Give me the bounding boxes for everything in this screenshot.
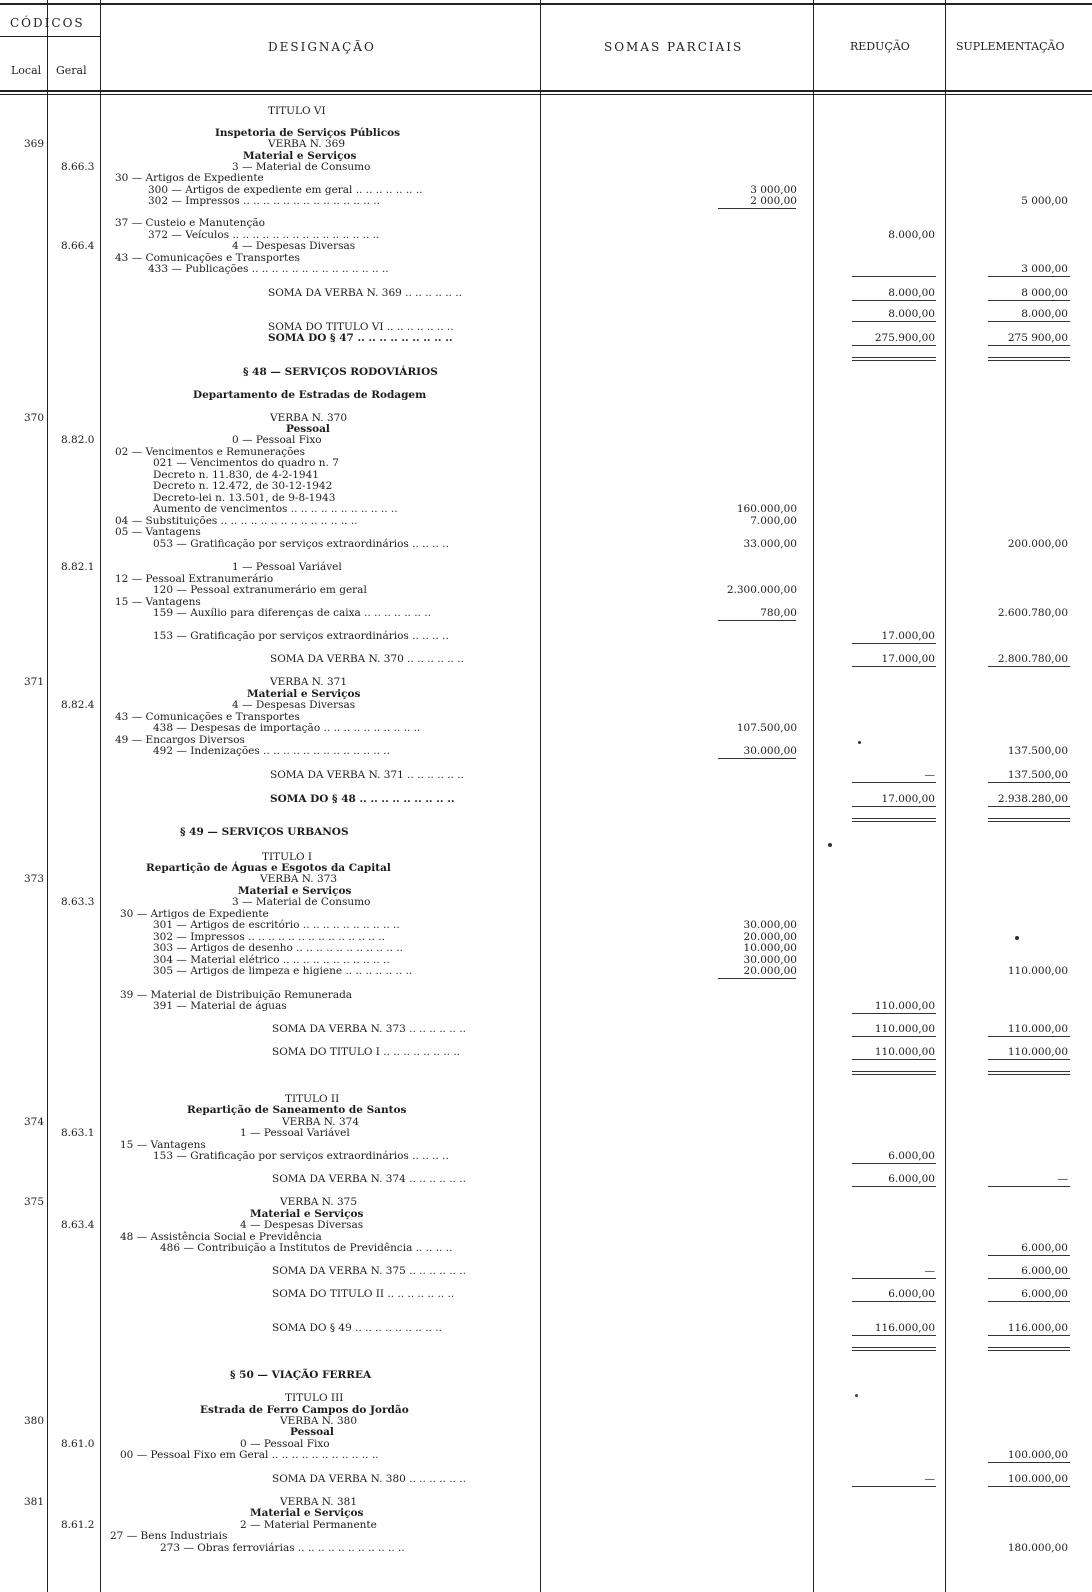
code-local: 373: [24, 873, 45, 885]
value-suplementacao: 275 900,00: [1007, 332, 1068, 344]
codigos-divider: [0, 36, 100, 37]
row-designation: SOMA DA VERBA N. 373 .. .. .. .. .. ..: [272, 1023, 466, 1035]
row-designation: 1 — Pessoal Variável: [232, 561, 342, 573]
row-designation: 1 — Pessoal Variável: [240, 1127, 350, 1139]
row-designation: 3 — Material de Consumo: [232, 161, 371, 173]
row-designation: § 50 — VIAÇÃO FERREA: [230, 1369, 372, 1381]
value-reducao: 110.000,00: [874, 1046, 935, 1058]
row-designation: SOMA DO TITULO I .. .. .. .. .. .. .. ..: [272, 1046, 461, 1058]
row-designation: Departamento de Estradas de Rodagem: [193, 389, 427, 401]
value-reducao: 8.000,00: [888, 229, 935, 241]
value-suplementacao: 2.600.780,00: [997, 607, 1068, 619]
row-designation: Repartição de Águas e Esgotos da Capital: [146, 862, 391, 874]
row-designation: SOMA DO § 49 .. .. .. .. .. .. .. .. ..: [272, 1322, 442, 1334]
value-reducao: 116.000,00: [874, 1322, 935, 1334]
value-reducao: —: [924, 1473, 935, 1485]
row-designation: Decreto n. 12.472, de 30-12-1942: [153, 480, 333, 492]
subtotal-rule: [852, 1036, 936, 1037]
row-designation: VERBA N. 374: [282, 1116, 360, 1128]
code-geral: 8.61.2: [61, 1519, 95, 1531]
col-rule-somas: [813, 0, 814, 1592]
value-reducao: 110.000,00: [874, 1000, 935, 1012]
subtotal-rule: [988, 300, 1070, 301]
col-rule-geral: [100, 0, 101, 1592]
value-somas-parciais: 33.000,00: [743, 538, 797, 550]
row-designation: Material e Serviços: [238, 885, 352, 897]
value-somas-parciais: 30.000,00: [743, 745, 797, 757]
row-designation: VERBA N. 380: [280, 1415, 358, 1427]
row-designation: TITULO VI: [268, 105, 326, 117]
value-suplementacao: 100.000,00: [1007, 1449, 1068, 1461]
value-reducao: 17.000,00: [881, 630, 935, 642]
subtotal-rule: [988, 1462, 1070, 1463]
header-suplementacao: SUPLEMENTAÇÃO: [956, 40, 1065, 53]
total-rule: [852, 360, 936, 361]
total-rule: [852, 1347, 936, 1348]
code-geral: 8.63.4: [61, 1219, 95, 1231]
subtotal-rule: [852, 1186, 936, 1187]
value-suplementacao: 8 000,00: [1021, 287, 1068, 299]
row-designation: 303 — Artigos de desenho .. .. .. .. .. .. .. .. .. .. ..: [153, 942, 403, 954]
row-designation: 153 — Gratificação por serviços extraordinários .. .. .. ..: [153, 630, 449, 642]
code-local: 374: [24, 1116, 45, 1128]
subtotal-rule: [988, 1278, 1070, 1279]
row-designation: 2 — Material Permanente: [240, 1519, 377, 1531]
row-designation: SOMA DO § 48 .. .. .. .. .. .. .. .. ..: [270, 793, 455, 805]
row-designation: 00 — Pessoal Fixo em Geral .. .. .. .. .. .. .. .. .. .. ..: [120, 1449, 379, 1461]
row-designation: VERBA N. 371: [270, 676, 348, 688]
code-geral: 8.63.3: [61, 896, 95, 908]
value-suplementacao: 100.000,00: [1007, 1473, 1068, 1485]
total-rule: [988, 1071, 1070, 1072]
code-local: 370: [24, 412, 45, 424]
row-designation: SOMA DO § 47 .. .. .. .. .. .. .. .. ..: [268, 332, 453, 344]
total-rule: [852, 1071, 936, 1072]
code-geral: 8.82.0: [61, 434, 95, 446]
value-suplementacao: 3 000,00: [1021, 263, 1068, 275]
value-suplementacao: 200.000,00: [1007, 538, 1068, 550]
row-designation: VERBA N. 370: [270, 412, 348, 424]
row-designation: 04 — Substituições .. .. .. .. .. .. .. .. .. .. .. .. .. ..: [115, 515, 358, 527]
row-designation: SOMA DO TITULO II .. .. .. .. .. .. ..: [272, 1288, 455, 1300]
row-designation: 302 — Impressos .. .. .. .. .. .. .. .. .. .. .. .. .. ..: [148, 195, 380, 207]
row-designation: VERBA N. 369: [268, 138, 346, 150]
total-rule: [988, 1074, 1070, 1075]
subtotal-rule: [718, 978, 796, 979]
row-designation: 05 — Vantagens: [115, 526, 201, 538]
code-local: 381: [24, 1496, 45, 1508]
total-rule: [988, 1347, 1070, 1348]
subtotal-rule: [852, 1163, 936, 1164]
row-designation: 43 — Comunicações e Transportes: [115, 711, 300, 723]
row-designation: Pessoal: [286, 423, 330, 435]
value-suplementacao: 116.000,00: [1007, 1322, 1068, 1334]
total-rule: [988, 1350, 1070, 1351]
total-rule: [988, 360, 1070, 361]
value-reducao: —: [924, 1265, 935, 1277]
subtotal-rule: [852, 1278, 936, 1279]
col-rule-designacao: [540, 0, 541, 1592]
print-speck: [855, 1394, 858, 1397]
header-reducao: REDUÇÃO: [850, 40, 910, 53]
header-local: Local: [11, 64, 42, 77]
row-designation: 4 — Despesas Diversas: [240, 1219, 364, 1231]
row-designation: SOMA DO TITULO VI .. .. .. .. .. .. ..: [268, 321, 454, 333]
value-somas-parciais: 3 000,00: [750, 184, 797, 196]
row-designation: VERBA N. 373: [260, 873, 338, 885]
row-designation: SOMA DA VERBA N. 375 .. .. .. .. .. ..: [272, 1265, 466, 1277]
row-designation: Material e Serviços: [243, 150, 357, 162]
value-reducao: 6.000,00: [888, 1288, 935, 1300]
value-suplementacao: 6.000,00: [1021, 1288, 1068, 1300]
row-designation: 120 — Pessoal extranumerário em geral: [153, 584, 367, 596]
value-suplementacao: 137.500,00: [1007, 745, 1068, 757]
value-somas-parciais: 20.000,00: [743, 965, 797, 977]
row-designation: 4 — Despesas Diversas: [232, 699, 356, 711]
total-rule: [852, 1059, 936, 1060]
total-rule: [852, 821, 936, 822]
value-reducao: 275.900,00: [874, 332, 935, 344]
value-somas-parciais: 160.000,00: [736, 503, 797, 515]
code-local: 375: [24, 1196, 45, 1208]
total-rule: [988, 357, 1070, 358]
value-somas-parciais: 7.000,00: [750, 515, 797, 527]
total-rule: [988, 806, 1070, 807]
row-designation: 305 — Artigos de limpeza e higiene .. .. .. .. .. .. ..: [153, 965, 413, 977]
row-designation: § 48 — SERVIÇOS RODOVIÁRIOS: [243, 366, 438, 378]
value-suplementacao: 6.000,00: [1021, 1242, 1068, 1254]
value-suplementacao: 110.000,00: [1007, 1023, 1068, 1035]
row-designation: Aumento de vencimentos .. .. .. .. .. .. .. .. .. .. ..: [153, 503, 398, 515]
code-geral: 8.82.4: [61, 699, 95, 711]
total-rule: [988, 1059, 1070, 1060]
value-suplementacao: 110.000,00: [1007, 1046, 1068, 1058]
total-rule: [988, 821, 1070, 822]
value-somas-parciais: 780,00: [760, 607, 797, 619]
value-reducao: 110.000,00: [874, 1023, 935, 1035]
total-rule: [852, 1350, 936, 1351]
top-rule: [0, 3, 1092, 5]
row-designation: VERBA N. 381: [280, 1496, 358, 1508]
code-geral: 8.61.0: [61, 1438, 95, 1450]
value-somas-parciais: 10.000,00: [743, 942, 797, 954]
row-designation: 3 — Material de Consumo: [232, 896, 371, 908]
row-designation: 49 — Encargos Diversos: [115, 734, 245, 746]
subtotal-rule: [988, 782, 1070, 783]
header-somas-parciais: SOMAS PARCIAIS: [604, 40, 744, 54]
row-designation: 43 — Comunicações e Transportes: [115, 252, 300, 264]
row-designation: Material e Serviços: [250, 1507, 364, 1519]
subtotal-rule: [852, 643, 936, 644]
row-designation: SOMA DA VERBA N. 371 .. .. .. .. .. ..: [270, 769, 464, 781]
code-geral: 8.63.1: [61, 1127, 95, 1139]
row-designation: 30 — Artigos de Expediente: [120, 908, 269, 920]
row-designation: 433 — Publicações .. .. .. .. .. .. .. .. .. .. .. .. .. ..: [148, 263, 389, 275]
print-speck: [858, 741, 861, 744]
row-designation: 39 — Material de Distribuição Remunerada: [120, 989, 353, 1001]
value-somas-parciais: 30.000,00: [743, 954, 797, 966]
row-designation: 27 — Bens Industriais: [110, 1530, 228, 1542]
print-speck: [1015, 936, 1019, 940]
row-designation: Material e Serviços: [247, 688, 361, 700]
subtotal-rule: [718, 758, 796, 759]
subtotal-rule: [852, 1301, 936, 1302]
row-designation: 4 — Despesas Diversas: [232, 240, 356, 252]
row-designation: SOMA DA VERBA N. 380 .. .. .. .. .. ..: [272, 1473, 466, 1485]
total-rule: [852, 1074, 936, 1075]
row-designation: 37 — Custeio e Manutenção: [115, 217, 265, 229]
value-somas-parciais: 107.500,00: [736, 722, 797, 734]
row-designation: 301 — Artigos de escritório .. .. .. .. .. .. .. .. .. ..: [153, 919, 400, 931]
total-rule: [988, 1335, 1070, 1336]
code-geral: 8.66.4: [61, 240, 95, 252]
total-rule: [852, 357, 936, 358]
code-geral: 8.66.3: [61, 161, 95, 173]
subtotal-rule: [988, 321, 1070, 322]
row-designation: SOMA DA VERBA N. 374 .. .. .. .. .. ..: [272, 1173, 466, 1185]
value-somas-parciais: 2.300.000,00: [726, 584, 797, 596]
value-reducao: 8.000,00: [888, 287, 935, 299]
code-local: 369: [24, 138, 45, 150]
value-suplementacao: 2.800.780,00: [997, 653, 1068, 665]
subtotal-rule: [852, 666, 936, 667]
row-designation: 302 — Impressos .. .. .. .. .. .. .. .. .. .. .. .. .. ..: [153, 931, 385, 943]
value-suplementacao: 6.000,00: [1021, 1265, 1068, 1277]
row-designation: 021 — Vencimentos do quadro n. 7: [153, 457, 339, 469]
row-designation: 15 — Vantagens: [120, 1139, 206, 1151]
row-designation: Estrada de Ferro Campos do Jordão: [200, 1404, 409, 1416]
value-reducao: 8.000,00: [888, 308, 935, 320]
row-designation: § 49 — SERVIÇOS URBANOS: [180, 826, 349, 838]
row-designation: Pessoal: [290, 1426, 334, 1438]
subtotal-rule: [852, 782, 936, 783]
row-designation: 492 — Indenizações .. .. .. .. .. .. .. .. .. .. .. .. ..: [153, 745, 390, 757]
row-designation: 391 — Material de águas: [153, 1000, 287, 1012]
row-designation: 15 — Vantagens: [115, 596, 201, 608]
value-reducao: 17.000,00: [881, 653, 935, 665]
row-designation: 153 — Gratificação por serviços extraordinários .. .. .. ..: [153, 1150, 449, 1162]
subtotal-rule: [988, 1036, 1070, 1037]
row-designation: Material e Serviços: [250, 1208, 364, 1220]
total-rule: [988, 345, 1070, 346]
print-speck: [828, 843, 832, 847]
row-designation: 48 — Assistência Social e Previdência: [120, 1231, 322, 1243]
total-rule: [988, 818, 1070, 819]
value-suplementacao: 8.000,00: [1021, 308, 1068, 320]
row-designation: 30 — Artigos de Expediente: [115, 172, 264, 184]
value-suplementacao: —: [1057, 1173, 1068, 1185]
row-designation: Decreto-lei n. 13.501, de 9-8-1943: [153, 492, 336, 504]
col-rule-local: [47, 0, 48, 1592]
col-rule-reducao: [945, 0, 946, 1592]
subtotal-rule: [988, 276, 1070, 277]
value-reducao: —: [924, 769, 935, 781]
value-suplementacao: 5 000,00: [1021, 195, 1068, 207]
code-local: 380: [24, 1415, 45, 1427]
header-designacao: DESIGNAÇÃO: [268, 40, 376, 54]
total-rule: [852, 1335, 936, 1336]
value-suplementacao: 2.938.280,00: [997, 793, 1068, 805]
row-designation: 486 — Contribuição a Institutos de Previdência .. .. .. ..: [160, 1242, 453, 1254]
subtotal-rule: [988, 1255, 1070, 1256]
row-designation: 0 — Pessoal Fixo: [232, 434, 322, 446]
total-rule: [852, 818, 936, 819]
code-local: 371: [24, 676, 45, 688]
row-designation: TITULO III: [285, 1392, 344, 1404]
value-somas-parciais: 30.000,00: [743, 919, 797, 931]
row-designation: 12 — Pessoal Extranumerário: [115, 573, 274, 585]
row-designation: VERBA N. 375: [280, 1196, 358, 1208]
value-reducao: 6.000,00: [888, 1150, 935, 1162]
row-designation: 273 — Obras ferroviárias .. .. .. .. .. .. .. .. .. .. ..: [160, 1542, 405, 1554]
code-geral: 8.82.1: [61, 561, 95, 573]
row-designation: TITULO I: [262, 851, 313, 863]
header-bottom-rule-2: [0, 94, 1092, 95]
subtotal-rule: [852, 300, 936, 301]
subtotal-rule: [718, 620, 796, 621]
subtotal-rule: [852, 1013, 936, 1014]
value-suplementacao: 110.000,00: [1007, 965, 1068, 977]
header-codigos: CÓDICOS: [10, 16, 85, 30]
row-designation: 372 — Veículos .. .. .. .. .. .. .. .. .. .. .. .. .. .. ..: [148, 229, 380, 241]
row-designation: 438 — Despesas de importação .. .. .. .. .. .. .. .. .. ..: [153, 722, 421, 734]
subtotal-rule: [852, 321, 936, 322]
row-designation: 053 — Gratificação por serviços extraordinários .. .. .. ..: [153, 538, 449, 550]
subtotal-rule: [988, 666, 1070, 667]
value-reducao: 6.000,00: [888, 1173, 935, 1185]
subtotal-rule: [852, 1486, 936, 1487]
value-suplementacao: 180.000,00: [1007, 1542, 1068, 1554]
row-designation: 02 — Vencimentos e Remunerações: [115, 446, 306, 458]
value-suplementacao: 137.500,00: [1007, 769, 1068, 781]
subtotal-rule: [988, 1301, 1070, 1302]
row-designation: 300 — Artigos de expediente em geral .. .. .. .. .. .. ..: [148, 184, 423, 196]
header-bottom-rule: [0, 90, 1092, 92]
total-rule: [852, 345, 936, 346]
row-designation: Inspetoria de Serviços Públicos: [215, 127, 400, 139]
value-somas-parciais: 20.000,00: [743, 931, 797, 943]
row-designation: SOMA DA VERBA N. 370 .. .. .. .. .. ..: [270, 653, 464, 665]
value-somas-parciais: 2 000,00: [750, 195, 797, 207]
row-designation: SOMA DA VERBA N. 369 .. .. .. .. .. ..: [268, 287, 462, 299]
value-reducao: 17.000,00: [881, 793, 935, 805]
row-designation: Repartição de Saneamento de Santos: [187, 1104, 407, 1116]
subtotal-rule: [988, 1486, 1070, 1487]
row-designation: TITULO II: [285, 1093, 340, 1105]
subtotal-rule: [852, 276, 936, 277]
row-designation: Decreto n. 11.830, de 4-2-1941: [153, 469, 319, 481]
row-designation: 304 — Material elétrico .. .. .. .. .. .. .. .. .. .. ..: [153, 954, 390, 966]
subtotal-rule: [988, 1186, 1070, 1187]
total-rule: [852, 806, 936, 807]
row-designation: 159 — Auxílio para diferenças de caixa .. .. .. .. .. .. ..: [153, 607, 431, 619]
header-geral: Geral: [56, 64, 87, 77]
subtotal-rule: [718, 208, 796, 209]
row-designation: 0 — Pessoal Fixo: [240, 1438, 330, 1450]
